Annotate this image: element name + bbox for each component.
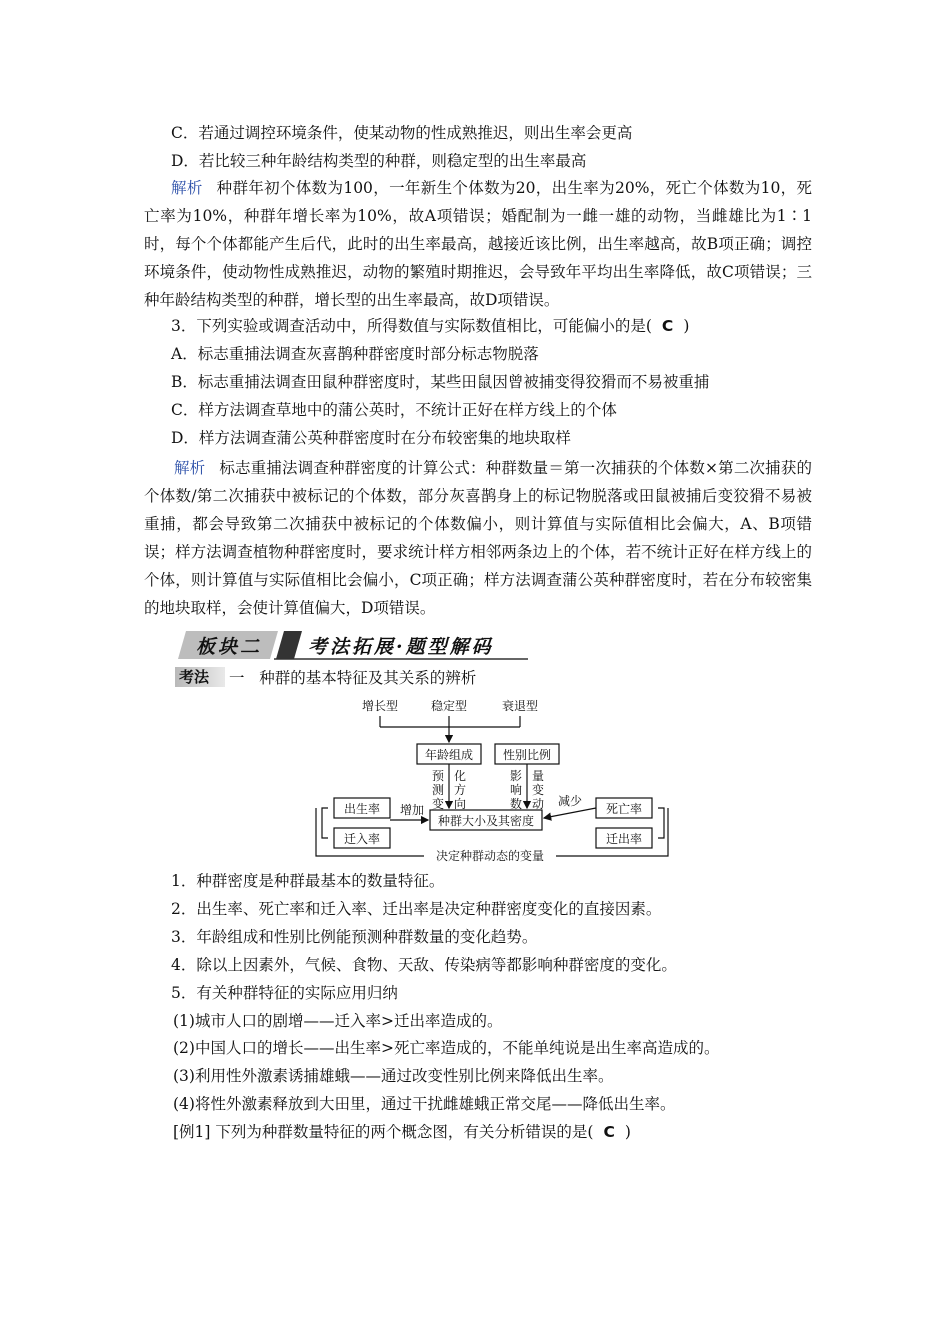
method-tag: 考法 [175, 667, 225, 687]
q3-option-d: D．样方法调查蒲公英种群密度时在分布较密集的地块取样 [171, 429, 571, 447]
method-title-text: 种群的基本特征及其关系的辨析 [259, 669, 477, 687]
analysis-tag: 解析 [174, 459, 206, 477]
point-2: 2．出生率、死亡率和迁入率、迁出率是决定种群密度变化的直接因素。 [171, 900, 662, 918]
q3-stem-text: 3．下列实验或调查活动中，所得数值与实际数值相比，可能偏小的是( [171, 317, 652, 335]
method-title [229, 667, 476, 689]
q2-analysis [144, 174, 812, 314]
predict-label-3: 变 [431, 797, 445, 811]
point-5-3: (3)利用性外激素诱捕雄蛾——通过改变性别比例来降低出生率。 [173, 1067, 614, 1085]
q2-option-c: C．若通过调控环境条件，使某动物的性成熟推迟，则出生率会更高 [171, 124, 633, 142]
immigration-rate-label: 迁入率 [343, 832, 381, 846]
q3-option-a: A．标志重捕法调查灰喜鹊种群密度时部分标志物脱落 [171, 345, 539, 363]
type-stable: 稳定型 [430, 699, 468, 713]
type-declining: 衰退型 [501, 699, 539, 713]
point-4: 4．除以上因素外，气候、食物、天敌、传染病等都影响种群密度的变化。 [171, 956, 677, 974]
affect-label-2: 响 [509, 783, 523, 797]
center-label: 种群大小及其密度 [437, 814, 535, 828]
birth-rate-label: 出生率 [343, 802, 381, 816]
point-5-2: (2)中国人口的增长——出生率>死亡率造成的，不能单纯说是出生率高造成的。 [173, 1039, 720, 1057]
predict-label-1: 预 [431, 769, 445, 783]
decrease-label: 减少 [557, 794, 583, 808]
q3-stem [171, 316, 689, 336]
q3-option-c: C．样方法调查草地中的蒲公英时，不统计正好在样方线上的个体 [171, 401, 617, 419]
quantity-label-2: 变 [531, 783, 545, 797]
q2-analysis-text: 种群年初个体数为100，一年新生个体数为20，出生率为20%，死亡个体数为10，死亡率为10%，种群年增长率为10%，故A项错误；婚配制为一雌一雄的动物，当雌雄比为1∶1时，每个个体都能产生后代，此时的出生率最高，越接近该比例，出生率越高，故B项正确；调控环境条件，使动物性成熟推迟，动物的繁殖时期推迟，会导致年平均出生率降低，故C项错误；三种年龄结构类型的种群，增长型的出生率最高，故D项错误。 [144, 179, 812, 309]
death-rate-label: 死亡率 [605, 802, 643, 816]
age-structure-label: 年龄组成 [424, 748, 474, 762]
section-banner [178, 627, 538, 663]
example-stem-text: [例1] 下列为种群数量特征的两个概念图，有关分析错误的是( [173, 1123, 594, 1141]
q3-analysis [144, 454, 812, 622]
point-3: 3．年龄组成和性别比例能预测种群数量的变化趋势。 [171, 928, 538, 946]
bottom-label: 决定种群动态的变量 [435, 849, 545, 862]
type-increasing: 增长型 [361, 699, 399, 713]
q3-analysis-text: 标志重捕法调查种群密度的计算公式：种群数量＝第一次捕获的个体数×第二次捕获的个体数/第二次捕获中被标记的个体数，部分灰喜鹊身上的标记物脱落或田鼠被捕后变狡猾不易被重捕，都会导致第二次捕获中被标记的个体数偏小，则计算值与实际值相比会偏大，A、B项错误；样方法调查植物种群密度时，要求统计样方相邻两条边上的个体，若不统计正好在样方线上的个体，则计算值与实际值相比会偏小，C项正确；样方法调查蒲公英种群密度时，若在分布较密集的地块取样，会使计算值偏大，D项错误。 [144, 459, 812, 617]
q3-answer: C [661, 317, 674, 335]
change-label-1: 化 [453, 769, 467, 783]
example-1-stem [173, 1122, 631, 1142]
banner-right: 考法拓展·题型解码 [308, 636, 494, 658]
change-label-2: 方 [453, 783, 467, 797]
banner-left: 板块二 [196, 636, 263, 658]
population-concept-diagram [312, 694, 672, 862]
increase-label: 增加 [399, 803, 425, 817]
analysis-tag: 解析 [171, 179, 203, 197]
point-1: 1．种群密度是种群最基本的数量特征。 [171, 872, 445, 890]
example-close: ) [624, 1123, 631, 1141]
point-5-1: (1)城市人口的剧增——迁入率>迁出率造成的。 [173, 1012, 503, 1030]
method-number: 一 [229, 669, 245, 687]
example-answer: C [603, 1123, 615, 1141]
sex-ratio-label: 性别比例 [502, 748, 552, 762]
change-label-3: 向 [453, 797, 467, 811]
predict-label-2: 测 [431, 783, 445, 797]
emigration-rate-label: 迁出率 [605, 832, 643, 846]
q3-close: ) [683, 317, 690, 335]
quantity-label-3: 动 [531, 797, 545, 811]
affect-label-1: 影 [509, 769, 523, 783]
point-5: 5．有关种群特征的实际应用归纳 [171, 984, 398, 1002]
affect-label-3: 数 [509, 797, 523, 811]
quantity-label-1: 量 [531, 769, 545, 783]
q3-option-b: B．标志重捕法调查田鼠种群密度时，某些田鼠因曾被捕变得狡猾而不易被重捕 [171, 373, 710, 391]
q2-option-d: D．若比较三种年龄结构类型的种群，则稳定型的出生率最高 [171, 152, 587, 170]
point-5-4: (4)将性外激素释放到大田里，通过干扰雌雄蛾正常交尾——降低出生率。 [173, 1095, 676, 1113]
